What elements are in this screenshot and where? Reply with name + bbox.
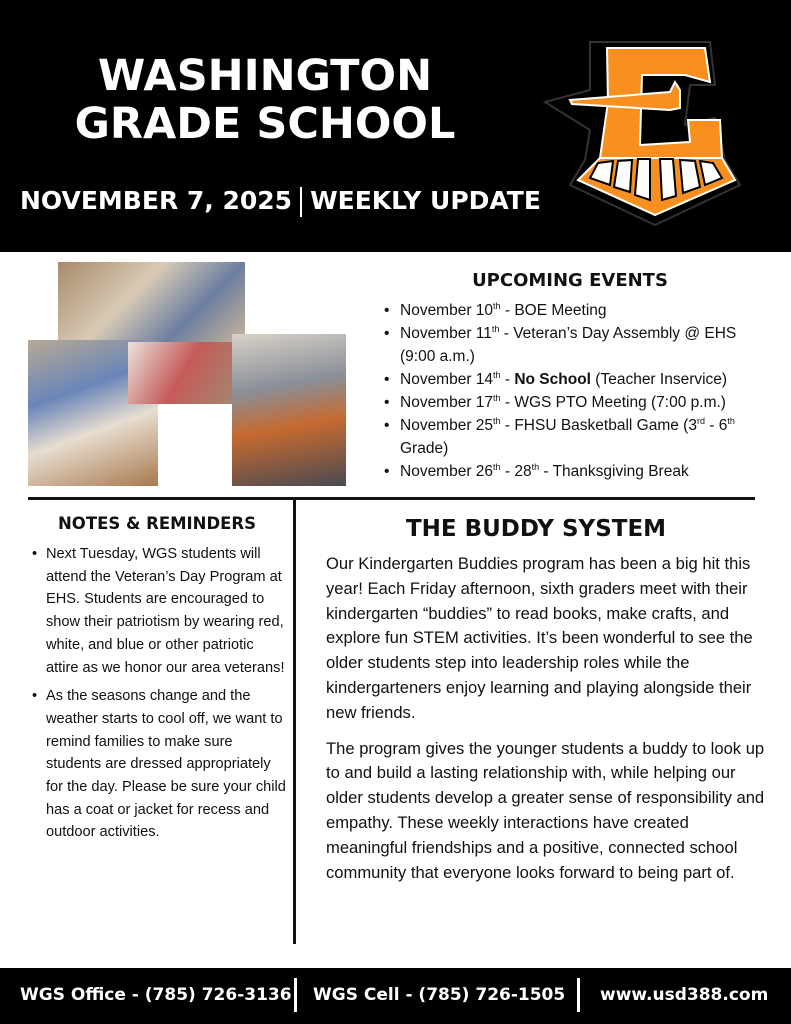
header-banner bbox=[0, 0, 791, 252]
event-item bbox=[384, 391, 770, 414]
horizontal-divider bbox=[28, 497, 755, 500]
issue-type: WEEKLY UPDATE bbox=[310, 186, 541, 215]
article-heading: THE BUDDY SYSTEM bbox=[405, 516, 667, 542]
event-text: - 6 bbox=[704, 417, 728, 434]
notes-list bbox=[28, 543, 286, 844]
event-text: - Thanksgiving Break bbox=[539, 463, 689, 480]
event-item bbox=[384, 322, 770, 368]
event-emphasis: No School bbox=[514, 371, 591, 388]
event-text: November 25 bbox=[400, 417, 494, 434]
event-text: - BOE Meeting bbox=[500, 302, 607, 319]
office-phone: WGS Office - (785) 726-3136 bbox=[20, 985, 292, 1005]
event-text: November 11 bbox=[400, 325, 492, 342]
photo-students-table bbox=[58, 262, 245, 342]
events-list bbox=[370, 299, 770, 483]
title-line-2: GRADE SCHOOL bbox=[74, 99, 456, 149]
event-text: - Veteran’s Day Assembly @ EHS (9:00 a.m.) bbox=[400, 325, 737, 365]
event-item bbox=[384, 368, 770, 391]
event-text: November 17 bbox=[400, 394, 494, 411]
notes-heading: NOTES & REMINDERS bbox=[57, 514, 257, 533]
ordinal-suffix: th bbox=[727, 416, 735, 426]
photo-collage bbox=[28, 262, 348, 487]
event-item bbox=[384, 414, 770, 460]
note-item: • Next Tuesday, WGS students will attend the Veteran’s Day Program at EHS. Students are encouraged to show their patriotism by wearing red, white, and blue or other patriotic attire as we honor our area veterans! bbox=[28, 543, 286, 679]
upcoming-events bbox=[370, 270, 770, 483]
vertical-divider bbox=[293, 500, 296, 944]
ordinal-suffix: th bbox=[493, 393, 501, 403]
event-text: November 26 bbox=[400, 463, 494, 480]
website-link[interactable]: www.usd388.com bbox=[600, 985, 769, 1005]
title-line-1: WASHINGTON bbox=[97, 51, 433, 101]
article-paragraph: The program gives the younger students a buddy to look up to and build a lasting relationship with, while helping our older students develop a greater sense of responsibility and empathy. These weekly interactions have created meaningful friendships and a positive, connected school community that everyone looks forward to being part of. bbox=[326, 738, 765, 882]
event-text: November 14 bbox=[400, 371, 494, 388]
event-text: (Teacher Inservice) bbox=[590, 371, 728, 388]
divider bbox=[577, 978, 580, 1012]
note-item: • As the seasons change and the weather starts to cool off, we want to remind families to make sure students are dressed appropriately for the day. Please be sure your child has a coat or jacket for recess and outdoor activities. bbox=[28, 685, 286, 844]
ordinal-suffix: th bbox=[491, 324, 500, 334]
ordinal-suffix: th bbox=[493, 416, 501, 426]
article-paragraph: Our Kindergarten Buddies program has been a big hit this year! Each Friday afternoon, sixth graders meet with their kindergarten “buddies” to read books, make crafts, and explore fun STEM activities. It’s been wonderful to see the older students step into leadership roles while the kindergarteners enjoy learning and playing alongside their new friends. bbox=[326, 554, 753, 722]
events-heading: UPCOMING EVENTS bbox=[472, 270, 668, 291]
notes-reminders bbox=[28, 514, 286, 850]
photo-students-craft bbox=[128, 342, 238, 404]
ordinal-suffix: th bbox=[493, 462, 501, 472]
cell-phone: WGS Cell - (785) 726-1505 bbox=[313, 985, 566, 1005]
buddy-system-article bbox=[326, 516, 766, 896]
issue-subtitle bbox=[20, 186, 541, 217]
event-text: - WGS PTO Meeting (7:00 p.m.) bbox=[500, 394, 726, 411]
event-text: - 28 bbox=[500, 463, 532, 480]
e-spike-logo-icon bbox=[540, 30, 770, 230]
ordinal-suffix: rd bbox=[696, 416, 705, 426]
event-text: - bbox=[500, 371, 515, 388]
event-item bbox=[384, 299, 770, 322]
event-text: November 10 bbox=[400, 302, 494, 319]
photo-students-group bbox=[232, 334, 346, 486]
issue-date: NOVEMBER 7, 2025 bbox=[20, 186, 293, 215]
footer-contact-bar bbox=[0, 968, 791, 1024]
divider bbox=[300, 187, 302, 217]
ordinal-suffix: th bbox=[531, 462, 540, 472]
school-name bbox=[40, 52, 490, 148]
event-item bbox=[384, 460, 770, 483]
divider bbox=[294, 978, 297, 1012]
event-text: Grade) bbox=[400, 440, 449, 457]
event-text: - FHSU Basketball Game (3 bbox=[500, 417, 697, 434]
ordinal-suffix: th bbox=[493, 370, 501, 380]
ordinal-suffix: th bbox=[493, 301, 501, 311]
